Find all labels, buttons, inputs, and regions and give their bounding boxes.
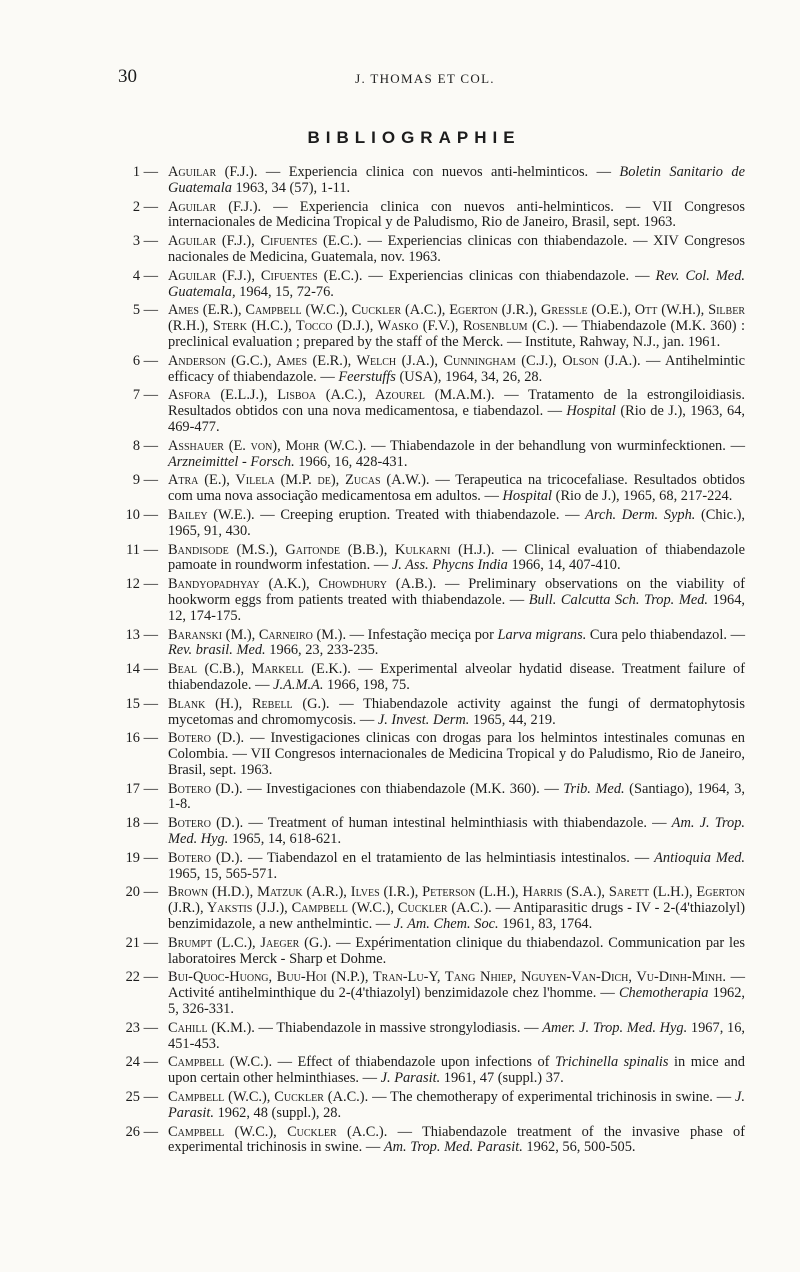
reference-segment: — Investigaciones clinicas con drogas para los helmintos intestinales comunas en Colombia. — VII Congresos internacionales de Medicina Tropical y do Paludismo, Rio de Janeiro, Brasil, sept. 1963. xyxy=(168,730,745,778)
reference-authors: Campbell (W.C.), Cuckler (A.C.). xyxy=(168,1123,388,1140)
page-number: 30 xyxy=(118,66,137,87)
reference-segment: 1964, 12, 174-175. xyxy=(168,591,745,624)
reference-entry xyxy=(118,543,745,575)
reference-segment: 1965, 44, 219. xyxy=(469,711,556,728)
reference-segment: 1966, 16, 428-431. xyxy=(294,453,408,470)
reference-number: 23 — xyxy=(125,1019,158,1036)
reference-source: Boletin Sanitario de Guatemala xyxy=(168,164,746,196)
reference-segment: — Thiabendazole activity against the fungi of dermatophytosis mycetomas and chromomycosis. — xyxy=(168,695,745,728)
reference-segment: 1962, 5, 326-331. xyxy=(168,985,745,1018)
reference-source: Trib. Med. xyxy=(563,780,625,797)
reference-authors: Aguilar (F.J.). xyxy=(168,198,262,215)
reference-segment: 1964, 15, 72-76. xyxy=(235,283,334,300)
reference-source: Rev. brasil. Med. xyxy=(168,642,266,659)
reference-number: 10 — xyxy=(125,506,158,523)
reference-number: 19 — xyxy=(125,849,158,866)
reference-text xyxy=(168,731,745,778)
reference-source: Am. Trop. Med. Parasit. xyxy=(383,1139,523,1156)
reference-authors: Campbell (W.C.). xyxy=(168,1054,273,1071)
reference-segment: (Chic.), 1965, 91, 430. xyxy=(168,506,745,539)
reference-authors: Campbell (W.C.), Cuckler (A.C.). xyxy=(168,1089,369,1106)
reference-authors: Ames (E.R.), Campbell (W.C.), Cuckler (A.C.), Egerton (J.R.), Gressle (O.E.), Ott (W.H.), Silber (R.H.), Sterk (H.C.), Tocco (D.J.), Wasko (F.V.), Rosenblum (C.). xyxy=(168,302,745,335)
reference-text xyxy=(168,1125,745,1157)
reference-segment: — Infestação meciça por xyxy=(346,626,498,643)
reference-entry xyxy=(118,577,745,624)
reference-text xyxy=(168,508,745,540)
reference-segment: — Thiabendazole (M.K. 360) : preclinical evaluation ; prepared by the staff of the Merck. — Institute, Rahway, N.J., jan. 1961. xyxy=(168,318,745,350)
reference-entry xyxy=(118,439,745,471)
reference-segment: — Experimental alveolar hydatid disease. Treatment failure of thiabendazole. — xyxy=(168,661,745,693)
reference-segment: 1961, 47 (suppl.) 37. xyxy=(440,1070,564,1087)
reference-number: 6 — xyxy=(132,352,158,369)
reference-number: 4 — xyxy=(132,267,158,284)
reference-text xyxy=(168,851,745,883)
page-header xyxy=(118,66,732,94)
reference-segment: — Thiabendazole treatment of the invasive phase of experimental trichinosis in swine. — xyxy=(168,1123,745,1156)
reference-source: Antioquia Med. xyxy=(654,849,745,866)
reference-authors: Aguilar (F.J.). xyxy=(168,164,258,180)
reference-text xyxy=(168,970,745,1017)
reference-segment: — Preliminary observations on the viability of hookworm eggs from patients treated with thiabendazole. — xyxy=(168,576,745,608)
reference-entry xyxy=(118,1090,745,1122)
reference-entry xyxy=(118,269,745,301)
reference-segment: — Expérimentation clinique du thiabendazol. Communication par les laboratoires Merck - Sharp et Dohme. xyxy=(168,934,745,967)
reference-text xyxy=(168,885,745,932)
reference-number: 24 — xyxy=(125,1054,158,1071)
reference-source: Hospital xyxy=(502,488,553,505)
reference-entry xyxy=(118,200,745,232)
reference-authors: Brumpt (L.C.), Jaeger (G.). xyxy=(168,934,332,951)
reference-segment: — Thiabendazole in massive strongylodiasis. — xyxy=(254,1019,543,1036)
reference-segment: Cura pelo thiabendazol. — xyxy=(586,626,745,643)
reference-authors: Bandyopadhyay (A.K.), Chowdhury (A.B.). xyxy=(168,576,437,593)
reference-text xyxy=(168,234,745,266)
reference-segment: 1966, 14, 407-410. xyxy=(507,557,621,574)
reference-number: 7 — xyxy=(132,387,158,404)
reference-segment: 1967, 16, 451-453. xyxy=(168,1019,745,1052)
reference-source: J. Invest. Derm. xyxy=(377,711,470,728)
reference-segment: 1965, 14, 618-621. xyxy=(228,831,342,848)
reference-entry xyxy=(118,731,745,778)
reference-number: 5 — xyxy=(132,302,158,319)
reference-entry xyxy=(118,782,745,814)
reference-source: J. Am. Chem. Soc. xyxy=(393,916,499,933)
reference-authors: Botero (D.). xyxy=(168,730,245,747)
reference-segment: — Antiparasitic drugs - IV - 2-(4'thiazolyl) benzimidazole, a new anthelmintic. — xyxy=(168,900,746,933)
reference-text xyxy=(168,439,745,471)
reference-entry xyxy=(118,628,745,660)
reference-text xyxy=(168,628,745,660)
reference-source: Trichinella spinalis xyxy=(554,1054,669,1071)
reference-number: 9 — xyxy=(132,472,158,489)
reference-text xyxy=(168,354,745,386)
reference-number: 11 — xyxy=(126,541,158,558)
reference-entry xyxy=(118,508,745,540)
reference-entry xyxy=(118,234,745,266)
reference-source: J. Ass. Phycns India xyxy=(391,557,508,574)
reference-segment: — Antihelmintic efficacy of thiabendazole. — xyxy=(168,352,745,385)
reference-text xyxy=(168,1021,745,1053)
reference-authors: Cahill (K.M.). xyxy=(168,1019,255,1036)
reference-segment: — Experiencia clinica con nuevos anti-helminticos. — xyxy=(257,164,620,180)
reference-entry xyxy=(118,1021,745,1053)
reference-segment: — Experiencia clinica con nuevos anti-helminticos. — VII Congresos internacionales de Medicina Tropical y de Paludismo, Rio de Janeiro, Brasil, sept. 1963. xyxy=(168,198,746,231)
reference-entry xyxy=(118,354,745,386)
reference-number: 20 — xyxy=(125,884,158,901)
reference-authors: Aguilar (F.J.), Cifuentes (E.C.). xyxy=(168,233,362,250)
reference-segment: (Rio de J.), 1965, 68, 217-224. xyxy=(552,488,733,505)
reference-text xyxy=(168,473,745,505)
reference-text xyxy=(168,782,745,814)
reference-number: 26 — xyxy=(125,1123,158,1140)
reference-authors: Asshauer (E. von), Mohr (W.C.). xyxy=(168,437,367,454)
reference-number: 15 — xyxy=(125,695,158,712)
reference-segment: — Treatment of human intestinal helminthiasis with thiabendazole. — xyxy=(243,815,672,832)
reference-source: Hospital xyxy=(566,403,616,420)
reference-source: Arch. Derm. Syph. xyxy=(585,506,696,523)
reference-authors: Bandisode (M.S.), Gaitonde (B.B.), Kulkarni (H.J.). xyxy=(168,541,495,558)
reference-authors: Blank (H.), Rebell (G.). xyxy=(168,695,330,712)
reference-entry xyxy=(118,697,745,729)
reference-segment: 1966, 198, 75. xyxy=(323,676,410,693)
reference-number: 14 — xyxy=(125,661,158,678)
reference-text xyxy=(168,303,745,350)
reference-entry xyxy=(118,1125,745,1157)
reference-segment: — The chemotherapy of experimental trichinosis in swine. — xyxy=(368,1089,735,1106)
reference-source: J. Parasit. xyxy=(380,1070,441,1087)
reference-authors: Aguilar (F.J.), Cifuentes (E.C.). xyxy=(168,267,363,284)
reference-source: J.A.M.A. xyxy=(273,676,324,693)
reference-segment: — Activité antihelminthique du 2-(4'thiazolyl) benzimidazole chez l'homme. — xyxy=(168,969,745,1002)
reference-entry xyxy=(118,473,745,505)
reference-segment: — Tratamento de la estrongiloidiasis. Resultados obtidos con una nova medicamentosa, e tiabendazol. — xyxy=(168,387,745,420)
reference-entry xyxy=(118,165,745,197)
reference-authors: Anderson (G.C.), Ames (E.R.), Welch (J.A.), Cunningham (C.J.), Olson (J.A.). xyxy=(168,352,641,369)
reference-segment: — Creeping eruption. Treated with thiabendazole. — xyxy=(254,506,586,523)
reference-authors: Brown (H.D.), Matzuk (A.R.), Ilves (I.R.), Peterson (L.H.), Harris (S.A.), Sarett (L.H.), Egerton (J.R.), Yakstis (J.J.), Campbell (W.C.), Cuckler (A.C.). xyxy=(168,884,745,917)
reference-number: 18 — xyxy=(125,815,158,832)
reference-source: Rev. Col. Med. Guatemala, xyxy=(168,267,745,300)
reference-source: J. Parasit. xyxy=(168,1089,745,1121)
reference-authors: Bui-Quoc-Huong, Buu-Hoi (N.P.), Tran-Lu-Y, Tang Nhiep, Nguyen-Van-Dich, Vu-Dinh-Minh. xyxy=(168,969,726,986)
reference-number: 12 — xyxy=(125,576,158,593)
reference-authors: Atra (E.), Vilela (M.P. de), Zucas (A.W.). xyxy=(168,472,430,489)
reference-entry xyxy=(118,885,745,932)
reference-entry xyxy=(118,303,745,350)
reference-entry xyxy=(118,662,745,694)
reference-text xyxy=(168,200,745,232)
reference-text xyxy=(168,1055,745,1087)
reference-number: 2 — xyxy=(132,198,158,215)
reference-source: Feerstuffs xyxy=(338,368,396,385)
reference-text xyxy=(168,662,745,694)
reference-segment: — Effect of thiabendazole upon infections of xyxy=(272,1054,555,1071)
reference-source: Arzneimittel - Forsch. xyxy=(168,453,295,470)
running-head: J. THOMAS ET COL. xyxy=(355,71,495,86)
reference-segment: — Clinical evaluation of thiabendazole pamoate in roundworm infestation. — xyxy=(168,541,745,574)
reference-segment: (Rio de J.), 1963, 64, 469-477. xyxy=(168,403,745,435)
reference-number: 8 — xyxy=(132,437,158,454)
reference-source: Am. J. Trop. Med. Hyg. xyxy=(168,815,746,848)
reference-text xyxy=(168,388,745,435)
section-title: BIBLIOGRAPHIE xyxy=(307,128,521,147)
reference-segment: in mice and upon certain other helminthiases. — xyxy=(168,1054,745,1087)
reference-segment: — Investigaciones con thiabendazole (M.K. 360). — xyxy=(242,780,564,797)
reference-entry xyxy=(118,936,745,968)
reference-entry xyxy=(118,1055,745,1087)
reference-text xyxy=(168,936,745,968)
reference-segment: (Santiago), 1964, 3, 1-8. xyxy=(168,780,745,813)
reference-segment: — Experiencias clinicas con thiabendazole. — xyxy=(362,267,656,284)
reference-authors: Asfora (E.L.J.), Lisboa (A.C.), Azourel (M.A.M.). xyxy=(168,387,495,404)
reference-authors: Beal (C.B.), Markell (E.K.). xyxy=(168,661,351,678)
reference-segment: 1965, 15, 565-571. xyxy=(168,865,278,882)
reference-number: 25 — xyxy=(125,1089,158,1106)
reference-number: 13 — xyxy=(125,626,158,643)
reference-text xyxy=(168,577,745,624)
reference-source: Larva migrans. xyxy=(497,626,587,643)
reference-entry xyxy=(118,388,745,435)
reference-number: 21 — xyxy=(125,934,158,951)
reference-segment: — Thiabendazole in der behandlung von wurminfecktionen. — xyxy=(366,437,745,454)
reference-number: 16 — xyxy=(125,730,158,747)
reference-segment: (USA), 1964, 34, 26, 28. xyxy=(395,368,543,385)
reference-authors: Botero (D.). xyxy=(168,780,243,797)
reference-segment: 1962, 56, 500-505. xyxy=(522,1139,636,1156)
reference-authors: Botero (D.). xyxy=(168,849,244,866)
reference-text xyxy=(168,697,745,729)
reference-segment: 1962, 48 (suppl.), 28. xyxy=(213,1104,342,1121)
reference-source: Amer. J. Trop. Med. Hyg. xyxy=(542,1019,688,1036)
reference-segment: 1966, 23, 233-235. xyxy=(265,642,379,659)
reference-entry xyxy=(118,816,745,848)
reference-segment: 1961, 83, 1764. xyxy=(498,916,593,933)
reference-segment: — Tiabendazol en el tratamiento de las helmintiasis intestinalos. — xyxy=(243,849,655,866)
reference-text xyxy=(168,816,745,848)
reference-segment: — Experiencias clinicas con thiabendazole. — XIV Congresos nacionales de Medicina, Guatemala, nov. 1963. xyxy=(168,233,745,265)
reference-authors: Botero (D.). xyxy=(168,815,244,832)
reference-source: Chemotherapia xyxy=(618,985,709,1002)
reference-authors: Baranski (M.), Carneiro (M.). xyxy=(168,626,347,643)
reference-text xyxy=(168,165,745,197)
reference-text xyxy=(168,269,745,301)
reference-number: 17 — xyxy=(125,780,158,797)
reference-list xyxy=(118,165,745,1159)
reference-number: 22 — xyxy=(125,969,158,986)
reference-authors: Bailey (W.E.). xyxy=(168,506,255,523)
reference-number: 1 — xyxy=(132,164,158,180)
reference-text xyxy=(168,1090,745,1122)
reference-text xyxy=(168,543,745,575)
reference-entry xyxy=(118,851,745,883)
reference-segment: — Terapeutica na tricocefaliase. Resultados obtidos com uma nova associação medicamentosa em adultos. — xyxy=(168,472,745,505)
reference-source: Bull. Calcutta Sch. Trop. Med. xyxy=(528,591,709,608)
reference-segment: 1963, 34 (57), 1-11. xyxy=(231,179,351,196)
reference-entry xyxy=(118,970,745,1017)
reference-number: 3 — xyxy=(132,233,158,250)
